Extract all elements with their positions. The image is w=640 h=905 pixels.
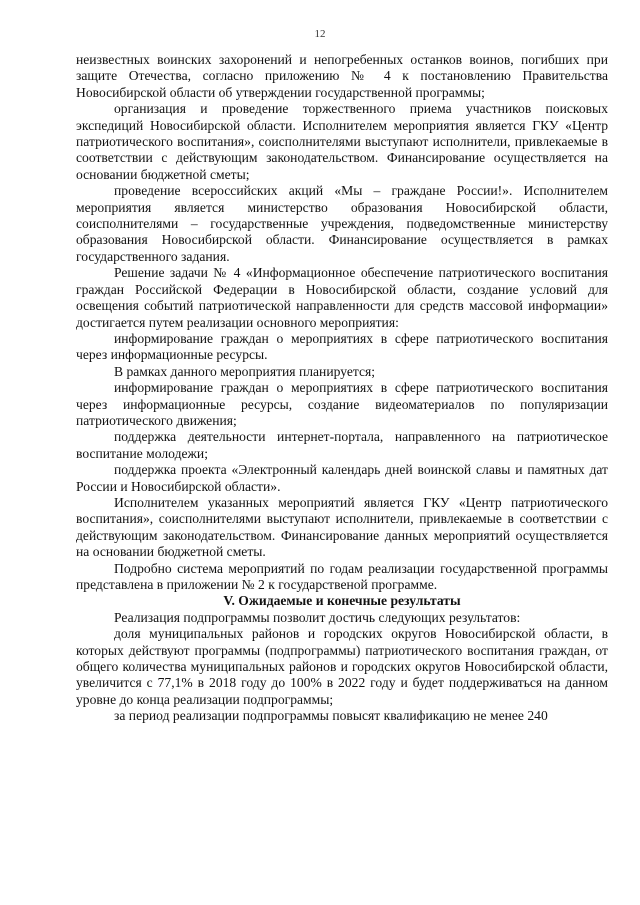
paragraph: Подробно система мероприятий по годам реализации государственной программы представлена в приложении № 2 к государственой программе. — [76, 560, 608, 592]
paragraph: организация и проведение торжественного приема участников поисковых экспедиций Новосибирской области. Исполнителем мероприятия является ГКУ «Центр патриотического воспитания», соисполнителями выступают исполнители, привлекаемые в соответствии с действующим законодательством. Финансирование осуществляется на основании бюджетной сметы; — [76, 101, 608, 182]
paragraph: Реализация подпрограммы позволит достичь следующих результатов: — [114, 609, 521, 625]
paragraph: проведение всероссийских акций «Мы – граждане России!». Исполнителем мероприятия является министерство образования Новосибирской области, соисполнителями – государственные учреждения, подведомственные министерству образования Новосибирской области. Финансирование осуществляется в рамках государственного задания. — [76, 183, 608, 264]
paragraph: неизвестных воинских захоронений и непогребенных останков воинов, погибших при защите Отечества, согласно приложению № 4 к постановлению Правительства Новосибирской области об утверждении государственной программы; — [76, 52, 608, 100]
page-number: 12 — [314, 28, 326, 40]
paragraph: В рамках данного мероприятия планируется; — [114, 363, 376, 379]
paragraph: за период реализации подпрограммы повысят квалификацию не менее 240 — [114, 708, 548, 724]
section-heading: V. Ожидаемые и конечные результаты — [223, 593, 461, 609]
paragraph: информирование граждан о мероприятиях в сфере патриотического воспитания через информационные ресурсы. — [76, 330, 608, 363]
paragraph: Решение задачи № 4 «Информационное обеспечение патриотического воспитания граждан Российской Федерации в Новосибирской области, создание условий для освещения событий патриотической направленности для средств массовой информации» достигается путем реализации основного мероприятия: — [76, 265, 608, 330]
paragraph: поддержка проекта «Электронный календарь дней воинской славы и памятных дат России и Новосибирской области». — [76, 462, 608, 494]
paragraph: информирование граждан о мероприятиях в сфере патриотического воспитания через информационные ресурсы, создание видеоматериалов по популяризации патриотического движения; — [76, 380, 608, 428]
document-body — [76, 52, 608, 725]
paragraph: Исполнителем указанных мероприятий является ГКУ «Центр патриотического воспитания», соисполнителями выступают исполнители, привлекаемые в соответствии с действующим законодательством. Финансирование данных мероприятий осуществляется на основании бюджетной сметы. — [76, 494, 608, 560]
paragraph: поддержка деятельности интернет-портала, направленного на патриотическое воспитание молодежи; — [76, 429, 608, 461]
paragraph: доля муниципальных районов и городских округов Новосибирской области, в которых действуют программы (подпрограммы) патриотического воспитания граждан, от общего количества муниципальных районов и городских округов Новосибирской области, увеличится с 77,1% в 2018 году до 100% в 2022 году и будет поддерживаться на данном уровне до конца реализации подпрограммы; — [76, 626, 608, 707]
